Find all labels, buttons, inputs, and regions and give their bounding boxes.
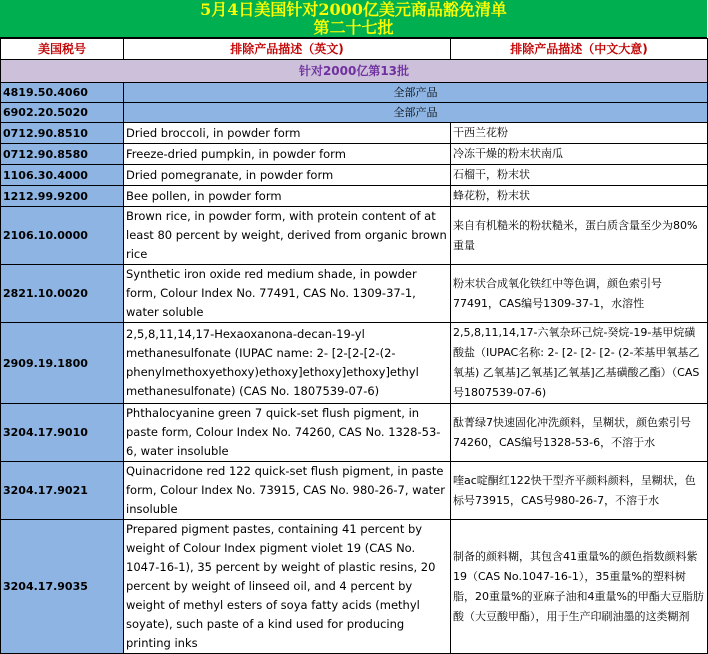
tariff-code: 2909.19.1800 xyxy=(1,323,124,404)
table-row xyxy=(1,462,708,520)
description-en: Freeze-dried pumpkin, in powder form xyxy=(124,144,451,165)
description-en: Bee pollen, in powder form xyxy=(124,186,451,207)
description-cn: 蜂花粉，粉末状 xyxy=(451,186,708,207)
title-line-2: 第二十七批 xyxy=(313,18,394,37)
batch-label: 针对2000亿第13批 xyxy=(1,60,708,83)
table-row xyxy=(1,186,708,207)
tariff-code: 0712.90.8580 xyxy=(1,144,124,165)
description-en: Phthalocyanine green 7 quick-set flush pigment, in paste form, Colour Index No. 74260, CAS No. 1328-53-6, water insoluble xyxy=(124,404,451,462)
title-banner xyxy=(0,0,707,38)
description-en: 2,5,8,11,14,17-Hexaoxanona-decan-19-yl methanesulfonate (IUPAC name: 2- [2-[2-[2-(2-phenylmethoxyethoxy)ethoxy]ethoxy]ethoxy]ethyl methanesulfonate) (CAS No. 1807539-07-6) xyxy=(124,323,451,404)
table-row xyxy=(1,520,708,654)
title-line-1: 5月4日美国针对2000亿美元商品豁免清单 xyxy=(200,0,507,19)
description-cn: 石榴干，粉末状 xyxy=(451,165,708,186)
tariff-code: 1212.99.9200 xyxy=(1,186,124,207)
description-cn: 喹ac啶酮红122快干型齐平颜料颜料，呈糊状，色标号73915，CAS号980-26-7，不溶于水 xyxy=(451,462,708,520)
tariff-code: 0712.90.8510 xyxy=(1,123,124,144)
tariff-code: 6902.20.5020 xyxy=(1,103,124,123)
description-cn: 干西兰花粉 xyxy=(451,123,708,144)
tariff-code: 2106.10.0000 xyxy=(1,207,124,265)
description-en: Synthetic iron oxide red medium shade, in powder form, Colour Index No. 77491, CAS No. 1309-37-1, water soluble xyxy=(124,265,451,323)
tariff-code: 3204.17.9010 xyxy=(1,404,124,462)
header-row xyxy=(1,39,708,60)
description-en: Quinacridone red 122 quick-set flush pigment, in paste form, Colour Index No. 73915, CAS No. 980-26-7, water insoluble xyxy=(124,462,451,520)
tariff-code: 4819.50.4060 xyxy=(1,83,124,103)
table-row xyxy=(1,323,708,404)
table-row xyxy=(1,123,708,144)
tariff-code: 3204.17.9021 xyxy=(1,462,124,520)
all-products-cell: 全部产品 xyxy=(124,103,708,123)
tariff-code: 1106.30.4000 xyxy=(1,165,124,186)
description-cn: 酞菁绿7快速固化冲洗颜料，呈糊状，颜色索引号74260，CAS编号1328-53-6，不溶于水 xyxy=(451,404,708,462)
table-row xyxy=(1,207,708,265)
description-cn: 冷冻干燥的粉末状南瓜 xyxy=(451,144,708,165)
description-en: Dried broccoli, in powder form xyxy=(124,123,451,144)
exclusion-table xyxy=(0,38,708,654)
tariff-code: 2821.10.0020 xyxy=(1,265,124,323)
table-row xyxy=(1,103,708,123)
header-description-cn: 排除产品描述（中文大意) xyxy=(451,39,708,60)
description-cn: 2,5,8,11,14,17-六氧杂环己烷-癸烷-19-基甲烷磺酸盐（IUPAC名称: 2- [2- [2- [2- (2-苯基甲氧基乙氧基) 乙氧基]乙氧基]乙氧基]乙基磺酸乙酯）（CAS号1807539-07-6) xyxy=(451,323,708,404)
table-row xyxy=(1,404,708,462)
description-cn: 制备的颜料糊，其包含41重量%的颜色指数颜料紫19（CAS No.1047-16-1），35重量%的塑料树脂，20重量%的亚麻子油和4重量%的甲酯大豆脂肪酸（大豆酸甲酯），用于生产印刷油墨的这类糊剂 xyxy=(451,520,708,654)
table-row xyxy=(1,83,708,103)
table-row xyxy=(1,144,708,165)
description-en: Dried pomegranate, in powder form xyxy=(124,165,451,186)
description-cn: 来自有机糙米的粉状糙米，蛋白质含量至少为80%重量 xyxy=(451,207,708,265)
all-products-cell: 全部产品 xyxy=(124,83,708,103)
description-cn: 粉末状合成氧化铁红中等色调，颜色索引号77491，CAS编号1309-37-1，水溶性 xyxy=(451,265,708,323)
description-en: Brown rice, in powder form, with protein content of at least 80 percent by weight, derived from organic brown rice xyxy=(124,207,451,265)
batch-row xyxy=(1,60,708,83)
table-row xyxy=(1,165,708,186)
header-description-en: 排除产品描述（英文) xyxy=(124,39,451,60)
description-en: Prepared pigment pastes, containing 41 percent by weight of Colour Index pigment violet 19 (CAS No. 1047-16-1), 35 percent by weight of plastic resins, 20 percent by weight of linseed oil, and 4 percent by weight of methyl esters of soya fatty acids (methyl soyate), such paste of a kind used for producing printing inks xyxy=(124,520,451,654)
tariff-code: 3204.17.9035 xyxy=(1,520,124,654)
table-row xyxy=(1,265,708,323)
header-tariff-code: 美国税号 xyxy=(1,39,124,60)
